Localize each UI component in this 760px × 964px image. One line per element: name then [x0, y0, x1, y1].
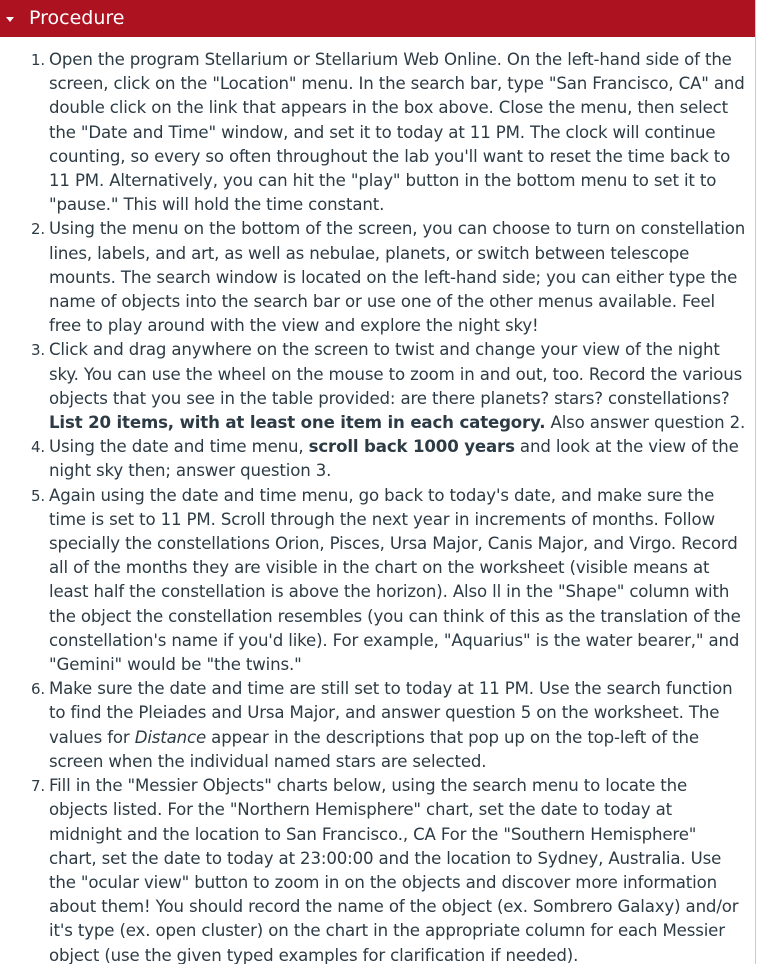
step-italic-text: Distance	[134, 727, 207, 747]
step-text-part: Also answer question 2.	[545, 413, 746, 433]
procedure-title: Procedure	[29, 7, 125, 29]
list-item	[0, 217, 755, 338]
step-text	[49, 677, 747, 774]
list-item	[0, 677, 755, 774]
list-item	[0, 774, 755, 964]
step-text-part: Make sure the date and time are still set to today at 11 PM. Use the search function to find the Pleiades and Ursa Major, and answer question 5 on the worksheet. The values for	[49, 679, 733, 747]
step-text-part: Click and drag anywhere on the screen to twist and change your view of the night sky. You can use the wheel on the mouse to zoom in and out, too. Record the various objects that you see in the table provided: are there planets? stars? constellations?	[49, 340, 743, 408]
step-bold-text: List 20 items, with at least one item in each category.	[49, 413, 546, 433]
step-bold-text: scroll back 1000 years	[308, 437, 515, 457]
step-text: Fill in the "Messier Objects" charts below, using the search menu to locate the objects listed. For the "Northern Hemisphere" chart, set the date to today at midnight and the location to San Francisco., CA For the "Southern Hemisphere" chart, set the date to today at 23:00:00 and the location to Sydney, Australia. Use the "ocular view" button to zoom in on the objects and discover more information about them! You should record the name of the object (ex. Sombrero Galaxy) and/or it's type (ex. open cluster) on the chart in the appropriate column for each Messier object (use the given typed examples for clarification if needed).	[49, 776, 739, 964]
list-item	[0, 435, 755, 483]
caret-down-icon[interactable]	[6, 17, 14, 22]
step-text	[49, 435, 747, 483]
list-item	[0, 48, 755, 217]
step-number: 7.	[31, 777, 46, 796]
step-text-part: Using the date and time menu,	[49, 437, 309, 457]
step-text-part: and look at the view of the night sky then; answer question 3.	[49, 437, 739, 481]
procedure-header[interactable]	[0, 0, 755, 37]
step-number: 5.	[31, 486, 46, 505]
step-number: 1.	[31, 51, 46, 69]
step-text: Open the program Stellarium or Stellarium Web Online. On the left-hand side of the screen, click on the "Location" menu. In the search bar, type "San Francisco, CA" and double click on the link that appears in the box above. Close the menu, then select the "Date and Time" window, and set it to today at 11 PM. The clock will continue counting, so every so often throughout the lab you'll want to reset the time back to 11 PM. Alternatively, you can hit the "play" button in the bottom menu to set it to "pause." This will hold the time constant.	[49, 50, 745, 215]
list-item	[0, 484, 755, 678]
step-number: 6.	[31, 680, 46, 699]
list-item	[0, 338, 755, 435]
step-number: 4.	[31, 438, 46, 457]
step-number: 3.	[31, 341, 46, 360]
step-number: 2.	[31, 220, 46, 239]
step-text: Again using the date and time menu, go back to today's date, and make sure the time is set to 11 PM. Scroll through the next year in increments of months. Follow specially the constellations Orion, Pisces, Ursa Major, Canis Major, and Virgo. Record all of the months they are visible in the chart on the worksheet (visible means at least half the constellation is above the horizon). Also ll in the "Shape" column with the object the constellation resembles (you can think of this as the translation of the constellation's name if you'd like). For example, "Aquarius" is the water bearer," and "Gemini" would be "the twins."	[49, 485, 741, 675]
step-text	[49, 338, 747, 435]
step-text-part: appear in the descriptions that pop up on the top-left of the screen when the individual named stars are selected.	[49, 727, 699, 771]
step-text: Using the menu on the bottom of the screen, you can choose to turn on constellation lines, labels, and art, as well as nebulae, planets, or switch between telescope mounts. The search window is located on the left-hand side; you can either type the name of objects into the search bar or use one of the other menus available. Feel free to play around with the view and explore the night sky!	[49, 219, 746, 336]
procedure-steps-list	[0, 48, 755, 964]
